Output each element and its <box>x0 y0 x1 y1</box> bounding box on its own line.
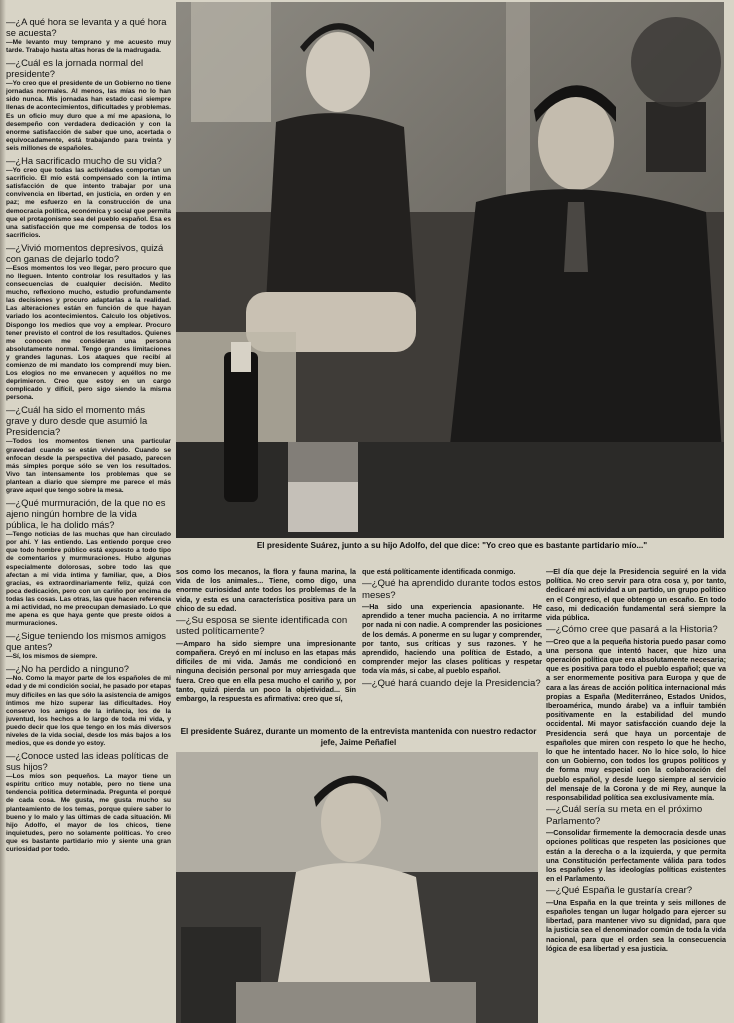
column-middle-left <box>176 567 356 727</box>
interview-question: —¿A qué hora se levanta y a qué hora se acuesta? <box>6 16 167 38</box>
interview-question: —¿Cuál es la jornada normal del presidente? <box>6 57 144 80</box>
photo-scene-bottom <box>176 752 538 1023</box>
interview-answer: —Sí, los mismos de siempre. <box>6 653 98 661</box>
column-right <box>546 567 726 1023</box>
interview-question: —¿No ha perdido a ninguno? <box>6 663 130 675</box>
interview-answer: —Una España en la que treinta y seis millones de españoles tengan un lugar holgado para ejercer su libertad, para mantener vivo su dignidad, para que la justicia sea el denominador común de toda la vida nacional, para que el orden sea la consecuencia lógica de esa libertad y esa justicia. <box>546 897 726 953</box>
interview-question: —¿Qué murmuración, de la que no es ajeno ningún hombre de la vida pública, le ha dolido más? <box>6 497 166 531</box>
interview-answer: —Esos momentos los veo llegar, pero procuro que no lleguen. Intento controlar los resultados y las consecuencias de cualquier decisión. Medito mucho, reflexiono mucho, estudio profundamente las decisiones y procuro adaptarlas a la realidad. Las alteraciones están en función de que hayan variado los acontecimientos. Calculo los objetivos. Dispongo los medios que voy a emplear. Procuro tener previsto el control de los resultados. Quienes me conocen me consideran una persona absolutamente normal. Tengo grandes limitaciones y grandes lagunas. Los ataques que recibí al comienzo de mi mandato los comprendí muy bien. Los elogios no me envanecen y aquéllos no me deprimieron. Creo que estoy en un cargo complicado y difícil, pero sigo siendo la misma persona. <box>6 264 171 402</box>
interview-answer: —Me levanto muy temprano y me acuesto muy tarde. Trabajo hasta altas horas de la madrugada. <box>6 39 171 55</box>
interview-question: —¿Cuál sería su meta en el próximo Parlamento? <box>546 804 703 827</box>
interview-answer: —El día que deje la Presidencia seguiré en la vida política. No creo servir para otra cosa y, por tanto, dedicaré mi actividad a un partido, un grupo político en el Congreso, el que obtengo un escaño. En todo caso, mi dedicación fundamental será siempre la vida pública. <box>546 567 726 623</box>
interview-question: —¿Su esposa se siente identificada con usted políticamente? <box>176 615 348 638</box>
interview-question: —¿Cuál ha sido el momento más grave y duro desde que asumió la Presidencia? <box>6 404 148 438</box>
caption-bottom-photo: El presidente Suárez, durante un momento de la entrevista mantenida con nuestro redactor jefe, Jaime Peñafiel <box>180 727 537 747</box>
interview-answer: —Yo creo que el presidente de un Gobierno no tiene jornadas normales. Al menos, las mías no lo han sido nunca. Mis jornadas han estado casi siempre llenas de acontecimientos, dificultades y problemas. Es un oficio muy duro que a mí me apasiona, lo desempeño con verdadera dedicación y con la enorme satisfacción de saber que uno, acertada o equivocadamente, está trabajando para treinta y seis millones de españoles. <box>6 80 171 152</box>
interview-question: —¿Sigue teniendo los mismos amigos que antes? <box>6 630 166 653</box>
interview-answer: —Los míos son pequeños. La mayor tiene un espíritu crítico muy notable, pero no tiene una tendencia política determinada. Pregunta el porqué de cada cosa. Me gusta, me gusta mucho su planteamiento de los temas, porque quiere saber lo bueno y lo malo y las últimas de cada situación. Mi hijo Adolfo, el mayor de los chicos, tiene inquietudes, pero no solamente políticas. Yo creo que es bastante partidario mío y siente una gran curiosidad por todo. <box>6 773 171 854</box>
photo-president-with-son <box>176 2 724 538</box>
interview-question: —¿Qué ha aprendido durante todos estos meses? <box>362 578 542 601</box>
caption-top-photo: El presidente Suárez, junto a su hijo Adolfo, del que dice: "Yo creo que es bastante partidario mío..." <box>256 541 648 550</box>
column-left <box>6 14 171 1023</box>
photo-president-seated <box>176 752 538 1023</box>
interview-answer: —Amparo ha sido siempre una impresionante compañera. Creyó en mí incluso en las etapas más difíciles de mi vida. Jamás me condicionó en ninguna decisión personal por muy arriesgada que fuera. Creo que en ella pesa mucho el cariño y, por tanto, quizá pierda un poco la objetividad... Sin embargo, la respuesta es afirmativa: creo que sí, <box>176 638 356 704</box>
interview-answer: —Todos los momentos tienen una particular gravedad cuando se están viviendo. Cuando se enfocan desde la perspectiva del pasado, parecen más simples porque sólo se ven los resultados. Vivo tan intensamente los problemas que se plantean a diario que siempre me parece el más grave aquel que tengo sobre la mesa. <box>6 438 171 495</box>
interview-answer: —Tengo noticias de las muchas que han circulado por ahí. Y las entiendo. Las entiendo porque creo que todo hombre público está expuesto a todo tipo de comentarios y murmuraciones. Hubo algunas especialmente dolorosas, sobre todo las que afectan a mi vida íntima y familiar, que, a Dios gracias, es extraordinariamente feliz, quizá con poca dedicación, pero con un cariño por encima de todas las cosas. Las otras, las que hacen referencia a mi actividad, no me preocupan demasiado. Lo que me apena es que haya gente que preste oídos a murmuraciones. <box>6 531 171 628</box>
interview-answer: —Yo creo que todas las actividades comportan un sacrificio. El mío está compensado con la íntima satisfacción de que intento trabajar por una convivencia en libertad, en justicia, en orden y en paz; me esfuerzo en la construcción de una democracia política, económica y social que permita que el protagonismo sea del pueblo español. Esa es una satisfacción que me compensa de todos los sacrificios. <box>6 167 171 239</box>
interview-question: —¿Qué hará cuando deje la Presidencia? <box>362 677 541 689</box>
interview-answer: sos como los mecanos, la flora y fauna marina, la vida de los animales... Tiene, como digo, una enorme curiosidad ante todos los problemas de la vida, y esta es una característica positiva para un chico de su edad. <box>176 567 356 613</box>
interview-question: —¿Vivió momentos depresivos, quizá con ganas de dejarlo todo? <box>6 241 164 264</box>
interview-question: —¿Ha sacrificado mucho de su vida? <box>6 155 162 167</box>
interview-answer: que está políticamente identificada conmigo. <box>362 567 516 576</box>
interview-answer: —Ha sido una experiencia apasionante. He aprendido a tener mucha paciencia. A no irritarme por nada ni con nadie. A comprender las posiciones de los demás. A ponerme en su lugar y comprender, por tanto, sus críticas y sus razones. Y he aprendido, haciendo una política de Estado, a comprender mejor las clases políticas y respetar toda vía más, si cabe, al pueblo español. <box>362 602 542 676</box>
interview-answer: —Creo que a la pequeña historia puedo pasar como una persona que intentó hacer, que hizo una operación política que era absolutamente necesaria; que es positiva para todo el pueblo español; que va a ser enormemente positiva para Europa y que de cara a las áreas de acción política internacional más propias a España (Mediterráneo, Estados Unidos, Iberoamérica, mundo árabe) va a influir también positivamente en la estabilidad del mundo occidental. Mi mayor satisfacción cuando deje la Presidencia será que haya un porcentaje de españoles que miren con respeto lo que he hecho, lo que he intentado hacer. No lo hice solo, lo hice con un Gobierno, con todos los grupos políticos y de forma muy especial con la colaboración del pueblo español, y desde luego siempre al servicio del mensaje de la Corona y de mi Rey, aunque la responsabilidad política sea exclusivamente mía. <box>546 636 726 803</box>
interview-answer: —No. Como la mayor parte de los españoles de mi edad y de mi condición social, he pasado por etapas muy difíciles en las que sólo la asistencia de amigos íntimos me hizo superar las dificultades. Hoy conservo los amigos de la infancia, los de la juventud, los hechos a lo largo de toda mi vida, y puedo decir que los que tengo en los más diversos niveles de la vida social, desde los más bajos a los medios, que es donde yo estoy. <box>6 675 171 748</box>
column-middle-right <box>362 567 542 727</box>
interview-question: —¿Conoce usted las ideas políticas de sus hijos? <box>6 750 169 773</box>
interview-question: —¿Qué España le gustaría crear? <box>546 885 693 897</box>
interview-question: —¿Cómo cree que pasará a la Historia? <box>546 624 718 636</box>
photo-scene-top <box>176 2 724 538</box>
interview-answer: —Consolidar firmemente la democracia desde unas opciones políticas que respeten las posiciones que están a la derecha o a la izquierda, y que permita una Constitución perfectamente válida para todos los españoles y las ideologías políticas existentes en el Parlamento. <box>546 828 726 884</box>
